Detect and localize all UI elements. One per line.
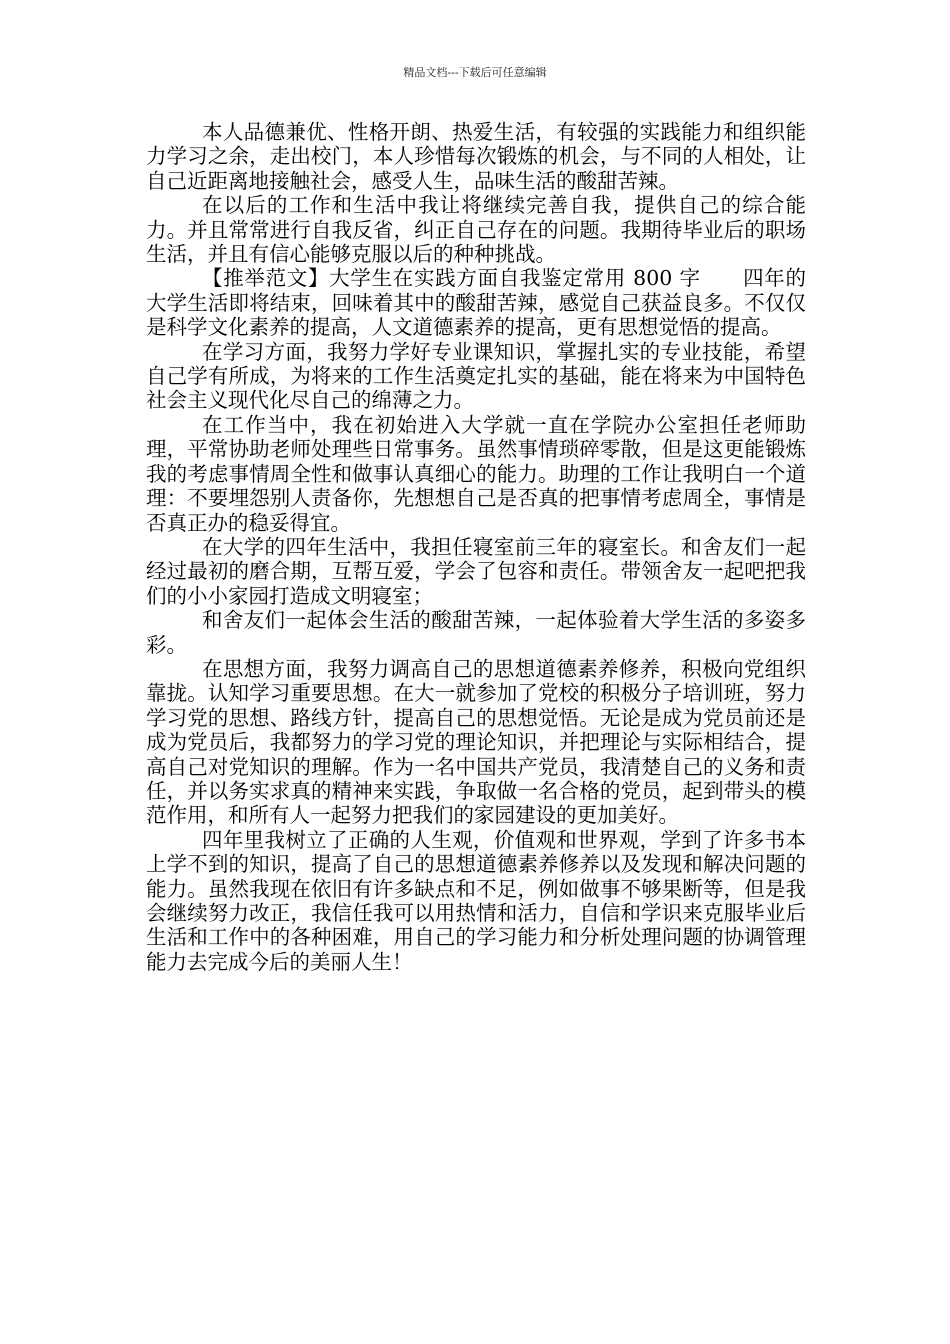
paragraph-6: 在大学的四年生活中，我担任寝室前三年的寝室长。和舍友们一起经过最初的磨合期，互帮互爱，学会了包容和责任。带领舍友一起吧把我们的小小家园打造成文明寝室； [146, 534, 806, 608]
paragraph-7: 和舍友们一起体会生活的酸甜苦辣，一起体验着大学生活的多姿多彩。 [146, 608, 806, 657]
paragraph-9: 四年里我树立了正确的人生观，价值观和世界观，学到了许多书本上学不到的知识，提高了自己的思想道德素养修养以及发现和解决问题的能力。虽然我现在依旧有许多缺点和不足，例如做事不够果断等，但是我会继续努力改正，我信任我可以用热情和活力，自信和学识来克服毕业后生活和工作中的各种困难，用自己的学习能力和分析处理问题的协调管理能力去完成今后的美丽人生！ [146, 827, 806, 974]
paragraph-2: 在以后的工作和生活中我让将继续完善自我，提供自己的综合能力。并且常常进行自我反省，纠正自己存在的问题。我期待毕业后的职场生活，并且有信心能够克服以后的种种挑战。 [146, 193, 806, 267]
paragraph-3: 【推举范文】大学生在实践方面自我鉴定常用 800 字 四年的大学生活即将结束，回味着其中的酸甜苦辣，感觉自己获益良多。不仅仅是科学文化素养的提高，人文道德素养的提高，更有思想觉悟的提高。 [146, 266, 806, 340]
page-header: 精品文档---下载后可任意编辑 [403, 66, 547, 79]
paragraph-4: 在学习方面，我努力学好专业课知识，掌握扎实的专业技能，希望自己学有所成，为将来的工作生活奠定扎实的基础，能在将来为中国特色社会主义现代化尽自己的绵薄之力。 [146, 339, 806, 413]
paragraph-5: 在工作当中，我在初始进入大学就一直在学院办公室担任老师助理，平常协助老师处理些日常事务。虽然事情琐碎零散，但是这更能锻炼我的考虑事情周全性和做事认真细心的能力。助理的工作让我明白一个道理：不要埋怨别人责备你，先想想自己是否真的把事情考虑周全，事情是否真正办的稳妥得宜。 [146, 412, 806, 535]
document-body [146, 120, 806, 974]
paragraph-8: 在思想方面，我努力调高自己的思想道德素养修养，积极向党组织靠拢。认知学习重要思想。在大一就参加了党校的积极分子培训班，努力学习党的思想、路线方针，提高自己的思想觉悟。无论是成为党员前还是成为党员后，我都努力的学习党的理论知识，并把理论与实际相结合，提高自己对党知识的理解。作为一名中国共产党员，我清楚自己的义务和责任，并以务实求真的精神来实践，争取做一名合格的党员，起到带头的模范作用，和所有人一起努力把我们的家园建设的更加美好。 [146, 656, 806, 828]
paragraph-1: 本人品德兼优、性格开朗、热爱生活，有较强的实践能力和组织能力学习之余，走出校门，本人珍惜每次锻炼的机会，与不同的人相处，让自己近距离地接触社会，感受人生，品味生活的酸甜苦辣。 [146, 120, 806, 193]
